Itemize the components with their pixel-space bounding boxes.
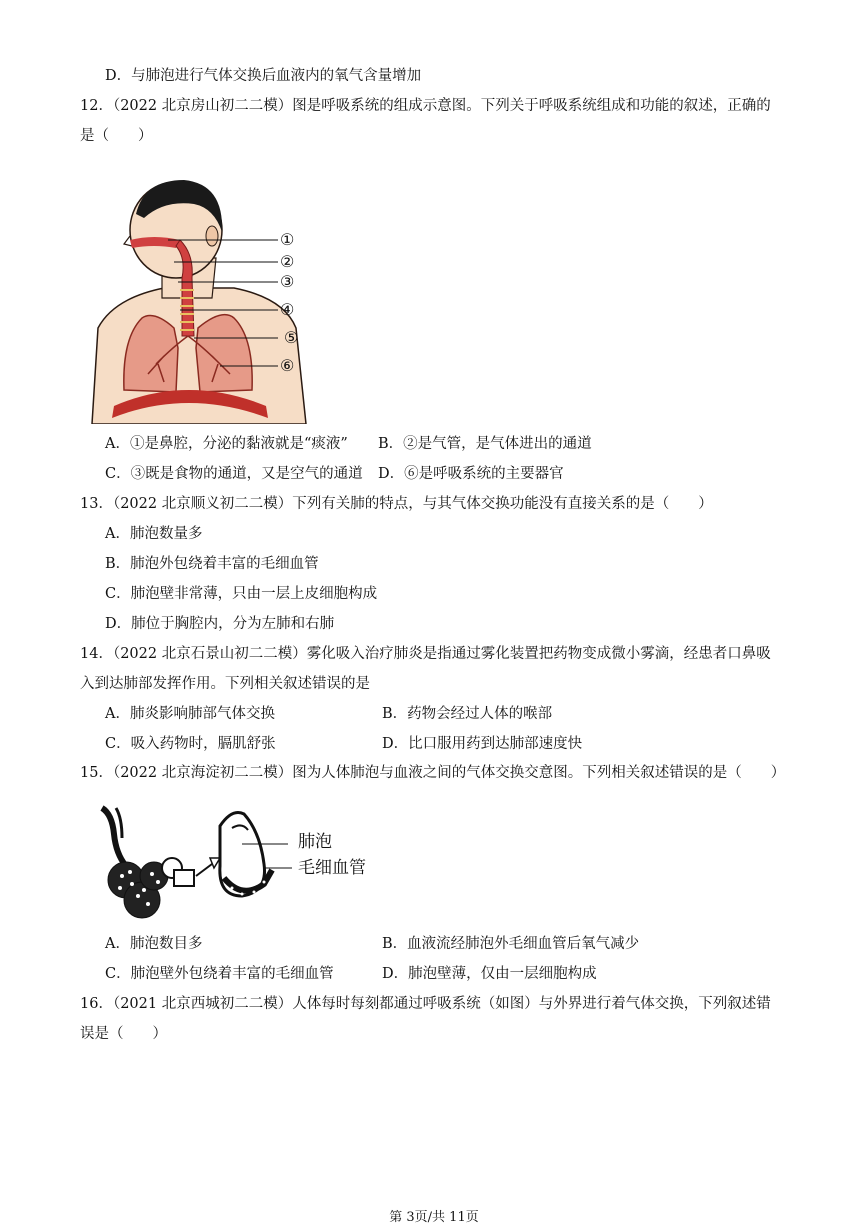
label-5: ⑤ bbox=[284, 328, 299, 347]
label-2: ② bbox=[280, 252, 295, 271]
q13-option-c: C．肺泡壁非常薄，只由一层上皮细胞构成 bbox=[105, 586, 378, 602]
q14-stem-line2: 入到达肺部发挥作用。下列相关叙述错误的是 bbox=[80, 676, 370, 692]
q13-option-a: A．肺泡数量多 bbox=[105, 526, 203, 542]
q13-option-b: B．肺泡外包绕着丰富的毛细血管 bbox=[105, 556, 319, 572]
figure-leader-lines bbox=[160, 228, 280, 378]
q15-stem: 15．（2022 北京海淀初二二模）图为人体肺泡与血液之间的气体交换交意图。下列相关叙述错误的是（ ） bbox=[80, 765, 786, 781]
label-1: ① bbox=[280, 230, 295, 249]
q14-option-c: C．吸入药物时，膈肌舒张 bbox=[105, 736, 276, 752]
q14-stem-line1: 14．（2022 北京石景山初二二模）雾化吸入治疗肺炎是指通过雾化装置把药物变成微小雾滴，经患者口鼻吸 bbox=[80, 646, 771, 662]
prev-option-d: D．与肺泡进行气体交换后血液内的氧气含量增加 bbox=[105, 68, 422, 84]
q16-stem-line2: 误是（ ） bbox=[80, 1026, 167, 1042]
q12-option-d: D．⑥是呼吸系统的主要器官 bbox=[378, 466, 564, 482]
q15-option-a: A．肺泡数目多 bbox=[105, 936, 203, 952]
q13-option-d: D．肺位于胸腔内，分为左肺和右肺 bbox=[105, 616, 335, 632]
q12-stem-line1: 12．（2022 北京房山初二二模）图是呼吸系统的组成示意图。下列关于呼吸系统组成和功能的叙述，正确的 bbox=[80, 98, 771, 114]
q14-option-a: A．肺炎影响肺部气体交换 bbox=[105, 706, 275, 722]
alveolus-label: 肺泡 bbox=[298, 832, 332, 852]
q14-option-b: B．药物会经过人体的喉部 bbox=[382, 706, 553, 722]
q12-option-b: B．②是气管，是气体进出的通道 bbox=[378, 436, 592, 452]
capillary-label: 毛细血管 bbox=[298, 858, 366, 878]
q13-stem: 13．（2022 北京顺义初二二模）下列有关肺的特点，与其气体交换功能没有直接关系的是（ ） bbox=[80, 496, 713, 512]
label-4: ④ bbox=[280, 300, 295, 319]
label-3: ③ bbox=[280, 272, 295, 291]
q12-option-c: C．③既是食物的通道，又是空气的通道 bbox=[105, 466, 363, 482]
page-number: 第 3页/共 11页 bbox=[389, 1210, 479, 1225]
label-6: ⑥ bbox=[280, 356, 295, 375]
q16-stem-line1: 16．（2021 北京西城初二二模）人体每时每刻都通过呼吸系统（如图）与外界进行着气体交换，下列叙述错 bbox=[80, 996, 771, 1012]
q12-stem-line2: 是（ ） bbox=[80, 128, 153, 144]
q12-option-a: A．①是鼻腔，分泌的黏液就是“痰液” bbox=[105, 436, 348, 452]
q14-option-d: D．比口服用药到达肺部速度快 bbox=[382, 736, 583, 752]
q15-option-b: B．血液流经肺泡外毛细血管后氧气减少 bbox=[382, 936, 640, 952]
q15-option-d: D．肺泡壁薄，仅由一层细胞构成 bbox=[382, 966, 597, 982]
q15-option-c: C．肺泡壁外包绕着丰富的毛细血管 bbox=[105, 966, 334, 982]
alveoli-figure bbox=[92, 804, 302, 920]
